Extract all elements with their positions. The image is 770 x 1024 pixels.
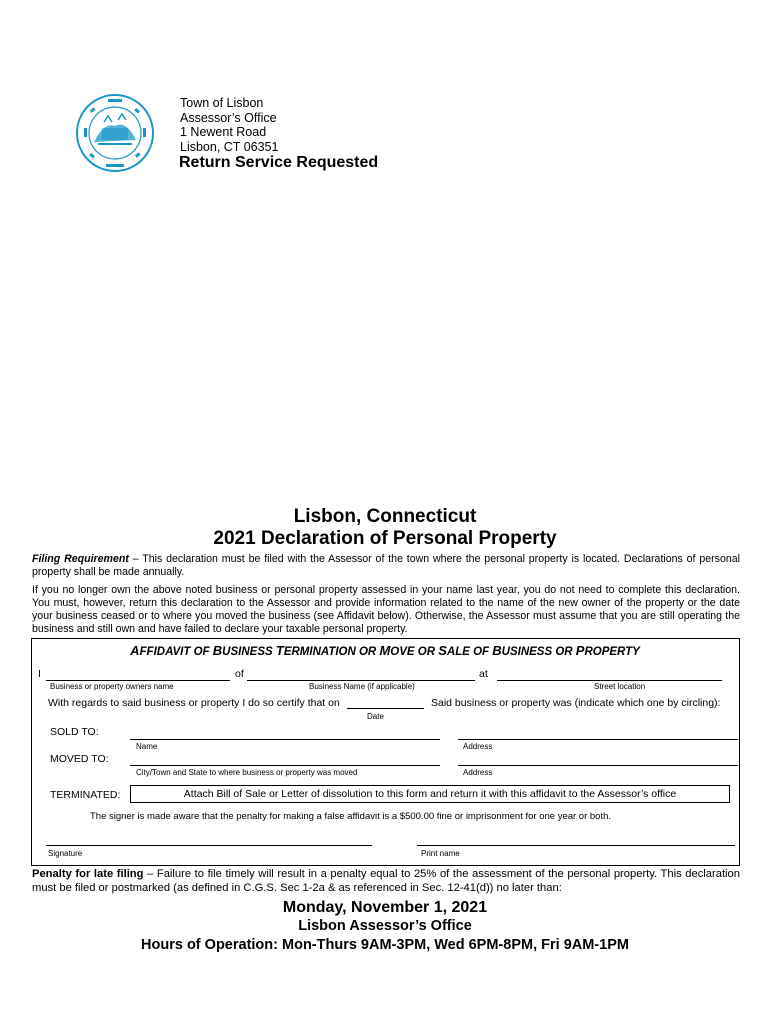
title-line-2: 2021 Declaration of Personal Property xyxy=(213,528,557,549)
address-caption-2: Address xyxy=(463,768,493,777)
heading-part: P xyxy=(575,643,585,658)
heading-part: ALE OF xyxy=(446,646,493,658)
print-name-field[interactable] xyxy=(417,845,735,846)
no-longer-own-paragraph: If you no longer own the above noted business or personal property assessed in your name last year, you do not need to complete this declaration. You must, however, return this declaration to the Assessor and provide information related to the name of the new owner of the property or the date your business ceased or to where you moved the business (see Affidavit below). Otherwise, the Assessor must assume that you are still operating the business and still own and have failed to declare your taxable personal property. xyxy=(32,584,740,635)
date-field[interactable] xyxy=(347,708,424,709)
at-label: at xyxy=(479,668,488,680)
return-address xyxy=(180,96,278,154)
affidavit-heading xyxy=(0,643,770,658)
filing-requirement-label: Filing Requirement xyxy=(32,553,129,565)
print-name-caption: Print name xyxy=(421,849,460,858)
heading-part: ROPERTY xyxy=(584,646,640,658)
terminated-option[interactable]: TERMINATED: xyxy=(50,789,121,801)
office-hours: Hours of Operation: Mon-Thurs 9AM-3PM, Wed 6PM-8PM, Fri 9AM-1PM xyxy=(141,937,629,953)
filing-requirement-text: – This declaration must be filed with the Assessor of the town where the personal property is located. Declarations of personal property shall be made annually. xyxy=(32,553,740,578)
street-location-field[interactable] xyxy=(497,680,722,681)
certify-text: With regards to said business or property I do so certify that on xyxy=(48,697,340,709)
address-line-office: Assessor’s Office xyxy=(180,110,277,125)
heading-part: ERMINATION OR xyxy=(283,646,380,658)
late-filing-penalty-paragraph xyxy=(32,868,740,895)
document-title xyxy=(0,506,770,550)
address-caption: Address xyxy=(463,742,493,751)
street-location-caption: Street location xyxy=(594,682,646,691)
heading-part: OVE OR xyxy=(390,646,439,658)
i-label: I xyxy=(38,668,41,680)
business-name-field[interactable] xyxy=(247,680,475,681)
penalty-text: – Failure to file timely will result in a penalty equal to 25% of the assessment of the personal property. This declaration must be filed or postmarked (as defined in C.G.S. Sec 1-2a & as referenced in Sec. 12-41(d)) no later than: xyxy=(32,868,740,894)
attach-bill-of-sale-note: Attach Bill of Sale or Letter of dissolution to this form and return it with this affidavit to the Assessor’s office xyxy=(130,785,730,803)
signature-field[interactable] xyxy=(46,845,372,846)
heading-part: T xyxy=(275,643,284,658)
city-caption: City/Town and State to where business or property was moved xyxy=(136,768,358,777)
owner-name-field[interactable] xyxy=(46,680,230,681)
deadline-date: Monday, November 1, 2021 xyxy=(282,899,488,916)
heading-part: M xyxy=(379,643,391,658)
filing-requirement-paragraph xyxy=(32,553,740,579)
address-line-street: 1 Newent Road xyxy=(180,125,267,139)
heading-part: USINESS OR xyxy=(501,646,576,658)
heading-part: FFIDAVIT OF xyxy=(139,646,213,658)
deadline-office: Lisbon Assessor’s Office xyxy=(298,918,472,934)
heading-part: B xyxy=(492,643,502,658)
heading-part: S xyxy=(438,643,447,658)
penalty-label: Penalty for late filing xyxy=(32,868,144,880)
name-caption: Name xyxy=(136,742,158,751)
address-line-town: Town of Lisbon xyxy=(180,96,264,110)
moved-to-city-field[interactable] xyxy=(130,765,440,766)
return-service-notice: Return Service Requested xyxy=(179,154,379,171)
deadline-block xyxy=(0,898,770,955)
affidavit-box xyxy=(31,638,740,866)
title-line-1: Lisbon, Connecticut xyxy=(293,506,477,527)
signature-caption: Signature xyxy=(48,849,83,858)
sold-to-address-field[interactable] xyxy=(458,739,738,740)
date-caption: Date xyxy=(367,712,384,721)
false-affidavit-penalty-notice: The signer is made aware that the penalty for making a false affidavit is a $500.00 fine or imprisonment for one year or both. xyxy=(90,811,612,822)
said-business-text: Said business or property was (indicate which one by circling): xyxy=(431,697,721,709)
sold-to-option[interactable]: SOLD TO: xyxy=(50,726,99,738)
of-label: of xyxy=(235,668,244,680)
sold-to-name-field[interactable] xyxy=(130,739,440,740)
heading-part: USINESS xyxy=(222,646,276,658)
owner-name-caption: Business or property owners name xyxy=(50,682,174,691)
heading-part: B xyxy=(212,643,223,658)
address-line-city: Lisbon, CT 06351 xyxy=(180,139,279,154)
moved-to-address-field[interactable] xyxy=(458,765,738,766)
moved-to-option[interactable]: MOVED TO: xyxy=(50,753,109,765)
heading-part: A xyxy=(130,643,140,658)
business-name-caption: Business Name (if applicable) xyxy=(309,682,415,691)
town-seal-icon xyxy=(74,92,156,174)
